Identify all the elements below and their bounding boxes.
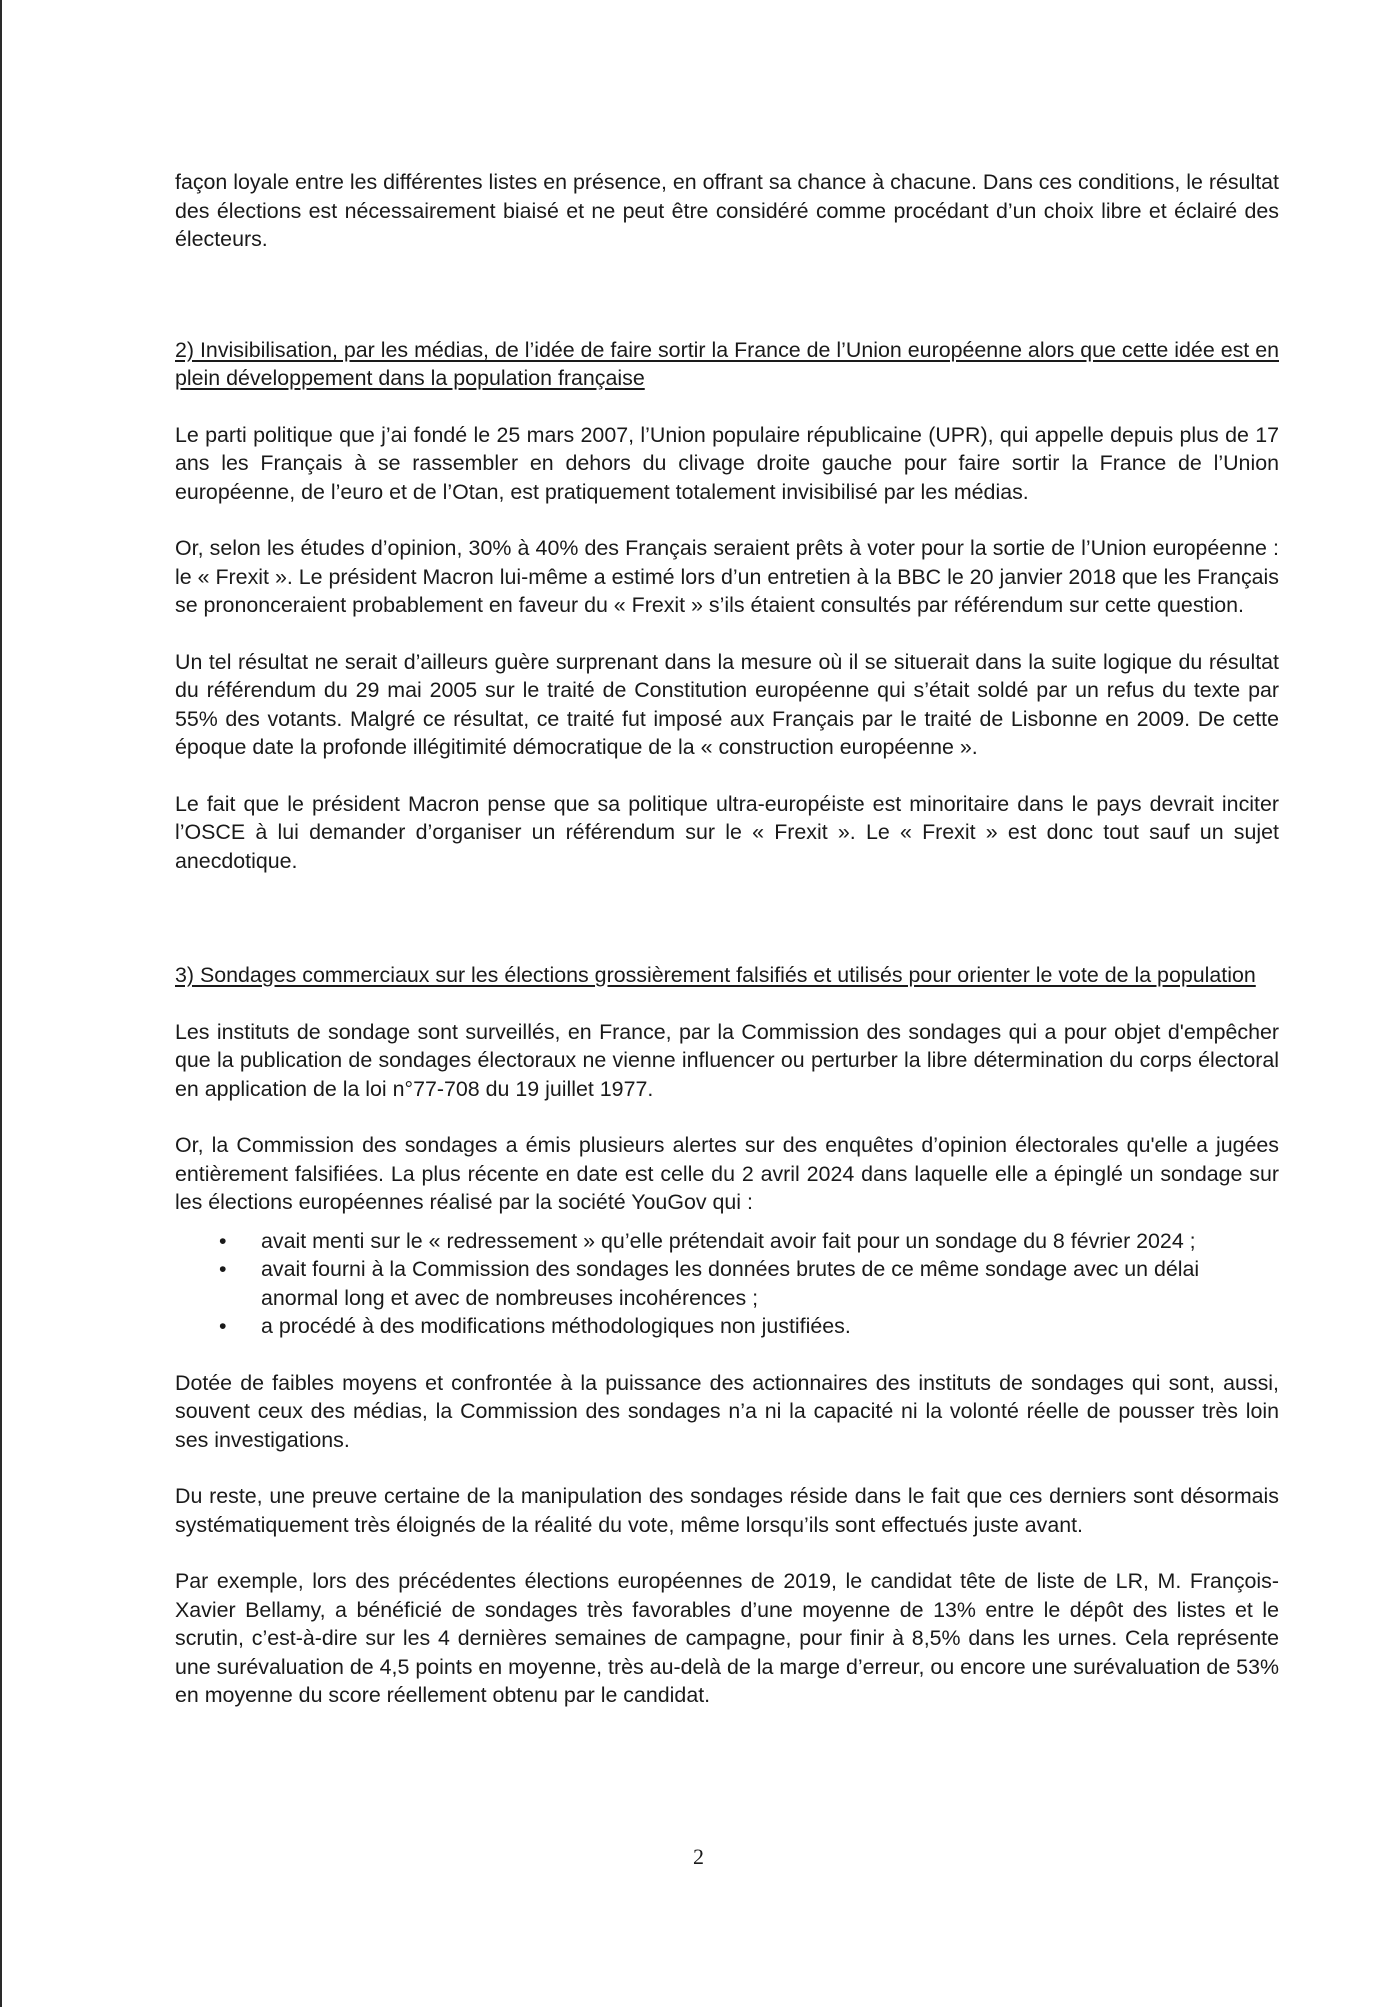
list-item: • avait fourni à la Commission des sondages les données brutes de ce même sondage avec un délai anormal long et avec de nombreuses incohérences ; <box>175 1255 1279 1312</box>
section-3-paragraph-4: Du reste, une preuve certaine de la manipulation des sondages réside dans le fait que ces derniers sont désormais systématiquement très éloignés de la réalité du vote, même lorsqu’ils sont effectués juste avant. <box>175 1484 1279 1537</box>
section-3-paragraph-3: Dotée de faibles moyens et confrontée à la puissance des actionnaires des instituts de sondages qui sont, aussi, souvent ceux des médias, la Commission des sondages n’a ni la capacité ni la volonté réelle de pousser très loin ses investigations. <box>175 1370 1279 1452</box>
section-3-paragraph-1: Les instituts de sondage sont surveillés, en France, par la Commission des sondages qui a pour objet d'empêcher que la publication de sondages électoraux ne vienne influencer ou perturber la libre détermination du corps électoral en application de la loi n°77-708 du 19 juillet 1977. <box>175 1019 1279 1101</box>
section-2-heading: 2) Invisibilisation, par les médias, de l’idée de faire sortir la France de l’Union européenne alors que cette idée est en plein développement dans la population française <box>175 337 1279 390</box>
section-3-paragraph-2: Or, la Commission des sondages a émis plusieurs alertes sur des enquêtes d’opinion électorales qu'elle a jugées entièrement falsifiées. La plus récente en date est celle du 2 avril 2024 dans laquelle elle a épinglé un sondage sur les élections européennes réalisé par la société YouGov qui : <box>175 1133 1279 1214</box>
section-2-paragraph-3: Un tel résultat ne serait d’ailleurs guère surprenant dans la mesure où il se situerait dans la suite logique du résultat du référendum du 29 mai 2005 sur le traité de Constitution européenne qui s’était soldé par un refus du texte par 55% des votants. Malgré ce résultat, ce traité fut imposé aux Français par le traité de Lisbonne en 2009. De cette époque date la profonde illégitimité démocratique de la « construction européenne ». <box>175 649 1279 759</box>
list-item: • a procédé à des modifications méthodologiques non justifiées. <box>175 1312 1279 1341</box>
page-number: 2 <box>693 1844 704 1869</box>
section-3-paragraph-5: Par exemple, lors des précédentes élections européennes de 2019, le candidat tête de liste de LR, M. François-Xavier Bellamy, a bénéficié de sondages très favorables d’une moyenne de 13% entre le dépôt des listes et le scrutin, c’est-à-dire sur les 4 dernières semaines de campagne, pour finir à 8,5% dans les urnes. Cela représente une surévaluation de 4,5 points en moyenne, très au-delà de la marge d’erreur, ou encore une surévaluation de 53% en moyenne du score réellement obtenu par le candidat. <box>175 1569 1279 1707</box>
document-body <box>175 168 1279 1710</box>
section-3-heading: 3) Sondages commerciaux sur les élections grossièrement falsifiés et utilisés pour orienter le vote de la population <box>175 963 1256 987</box>
section-2-paragraph-2: Or, selon les études d’opinion, 30% à 40% des Français seraient prêts à voter pour la sortie de l’Union européenne : le « Frexit ». Le président Macron lui-même a estimé lors d’un entretien à la BBC le 20 janvier 2018 que les Français se prononceraient probablement en faveur du « Frexit » s’ils étaient consultés par référendum sur cette question. <box>175 536 1279 617</box>
intro-continuation-paragraph: façon loyale entre les différentes listes en présence, en offrant sa chance à chacune. Dans ces conditions, le résultat des élections est nécessairement biaisé et ne peut être considéré comme procédant d’un choix libre et éclairé des électeurs. <box>175 170 1279 251</box>
section-2-paragraph-1: Le parti politique que j’ai fondé le 25 mars 2007, l’Union populaire républicaine (UPR), qui appelle depuis plus de 17 ans les Français à se rassembler en dehors du clivage droite gauche pour faire sortir la France de l’Union européenne, de l’euro et de l’Otan, est pratiquement totalement invisibilisé par les médias. <box>175 422 1279 504</box>
list-item: • avait menti sur le « redressement » qu’elle prétendait avoir fait pour un sondage du 8 février 2024 ; <box>175 1227 1279 1256</box>
section-2-paragraph-4: Le fait que le président Macron pense que sa politique ultra-européiste est minoritaire dans le pays devrait inciter l’OSCE à lui demander d’organiser un référendum sur le « Frexit ». Le « Frexit » est donc tout sauf un sujet anecdotique. <box>175 791 1279 873</box>
yougov-findings-list <box>175 1227 1279 1341</box>
